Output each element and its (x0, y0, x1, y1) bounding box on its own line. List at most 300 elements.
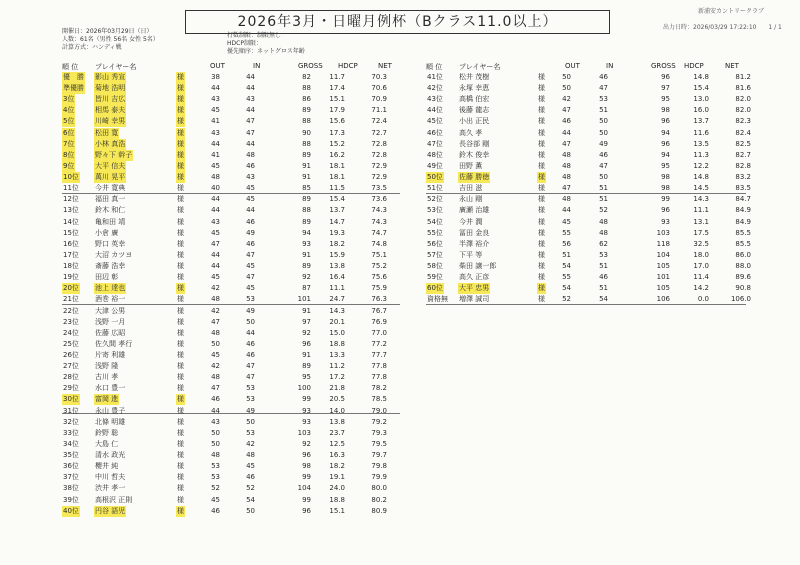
rank-cell: 37位 (63, 473, 79, 482)
gross-score: 94 (302, 228, 311, 237)
player-name: 後藤 龍志 (459, 106, 490, 115)
hdcp-value: 15.9 (329, 250, 345, 259)
player-name: 柴田 譲一郎 (459, 262, 497, 271)
calc-method: 計算方式：ハンディ戦 (62, 44, 122, 51)
in-score: 52 (599, 206, 608, 215)
honorific: 様 (538, 117, 545, 126)
rank-cell: 45位 (427, 117, 443, 126)
gross-score: 91 (302, 173, 311, 182)
hdcp-value: 14.2 (693, 284, 709, 293)
out-score: 41 (211, 150, 220, 159)
in-score: 45 (246, 462, 255, 471)
player-name: 中川 哲夫 (95, 473, 126, 482)
gross-score: 96 (661, 139, 670, 148)
honorific: 様 (177, 484, 184, 493)
player-name: 永山 剛 (459, 195, 483, 204)
gross-score: 103 (297, 428, 311, 437)
rank-cell: 31位 (63, 406, 79, 415)
net-score: 83.2 (735, 173, 751, 182)
table-row (62, 83, 400, 94)
out-score: 44 (562, 128, 571, 137)
table-row (62, 72, 400, 83)
out-score: 48 (562, 150, 571, 159)
out-score: 48 (562, 161, 571, 170)
net-score: 74.3 (371, 217, 387, 226)
net-score: 86.0 (735, 250, 751, 259)
rank-cell: 3位 (63, 95, 75, 104)
rank-cell: 58位 (427, 262, 443, 271)
in-score: 49 (599, 139, 608, 148)
honorific: 様 (177, 395, 184, 404)
gross-score: 105 (656, 284, 670, 293)
out-score: 45 (211, 106, 220, 115)
col-out: OUT (565, 62, 580, 70)
gross-score: 100 (297, 384, 311, 393)
hdcp-value: 24.7 (329, 295, 345, 304)
gross-score: 89 (302, 106, 311, 115)
event-date: 開催日：2026年03月29日（日） (62, 28, 153, 35)
hdcp-value: 11.1 (329, 284, 345, 293)
net-score: 77.8 (371, 373, 387, 382)
gross-score: 89 (302, 150, 311, 159)
honorific: 様 (177, 295, 184, 304)
honorific: 様 (177, 428, 184, 437)
in-score: 46 (599, 73, 608, 81)
hdcp-value: 13.0 (693, 95, 709, 104)
player-name: 長谷部 剛 (459, 139, 490, 148)
out-score: 45 (211, 495, 220, 504)
rank-cell: 28位 (63, 373, 79, 382)
gross-score: 96 (661, 206, 670, 215)
honorific: 様 (177, 128, 184, 137)
hdcp-value: 18.1 (329, 173, 345, 182)
out-score: 44 (211, 139, 220, 148)
out-score: 44 (211, 195, 220, 204)
net-score: 82.0 (735, 106, 751, 115)
net-score: 75.6 (371, 273, 387, 282)
honorific: 様 (538, 250, 545, 259)
player-name: 松井 茂樹 (459, 73, 490, 81)
gross-score: 99 (661, 195, 670, 204)
net-score: 81.2 (735, 73, 751, 81)
gross-score: 89 (302, 195, 311, 204)
page-title: 2026年3月・日曜月例杯（Bクラス11.0以上） (185, 10, 610, 34)
in-score: 50 (246, 317, 255, 326)
hdcp-value: 14.0 (329, 406, 345, 415)
gross-score: 98 (302, 462, 311, 471)
honorific: 様 (177, 273, 184, 282)
rank-cell: 22位 (63, 306, 79, 315)
col-name: プレイヤー名 (459, 63, 501, 71)
in-score: 44 (246, 328, 255, 337)
table-row (62, 150, 400, 161)
hdcp-value: 17.5 (693, 228, 709, 237)
in-score: 47 (599, 84, 608, 93)
gross-score: 98 (661, 173, 670, 182)
hdcp-value: 0.0 (697, 295, 709, 304)
gross-score: 99 (302, 395, 311, 404)
gross-score: 96 (302, 506, 311, 515)
in-score: 53 (599, 95, 608, 104)
honorific: 様 (177, 373, 184, 382)
honorific: 様 (177, 362, 184, 371)
rank-cell: 21位 (63, 295, 79, 304)
net-score: 81.6 (735, 84, 751, 93)
in-score: 51 (599, 284, 608, 293)
table-row (62, 417, 400, 428)
honorific: 様 (538, 228, 545, 237)
table-row (62, 250, 400, 261)
in-score: 47 (246, 128, 255, 137)
net-score: 74.7 (371, 228, 387, 237)
table-row (426, 150, 751, 161)
player-name: 円谷 語児 (95, 506, 126, 515)
rank-cell: 57位 (427, 250, 443, 259)
hdcp-value: 20.5 (329, 395, 345, 404)
rank-cell: 15位 (63, 228, 79, 237)
hdcp-value: 15.2 (329, 139, 345, 148)
in-score: 50 (246, 506, 255, 515)
player-name: 永山 豊子 (95, 406, 126, 415)
out-score: 44 (211, 206, 220, 215)
table-row (426, 261, 751, 272)
out-score: 43 (211, 417, 220, 426)
hdcp-value: 14.3 (693, 195, 709, 204)
out-score: 41 (211, 117, 220, 126)
in-score: 49 (246, 306, 255, 315)
table-row (426, 83, 751, 94)
rank-cell: 53位 (427, 206, 443, 215)
gross-score: 96 (302, 451, 311, 460)
honorific: 様 (177, 384, 184, 393)
player-name: 高橋 伯宏 (459, 95, 490, 104)
col-in: IN (253, 62, 261, 70)
club-name: 新浦安カントリークラブ (698, 8, 765, 15)
honorific: 様 (177, 184, 184, 193)
honorific: 様 (538, 273, 545, 282)
honorific: 様 (538, 73, 545, 81)
rank-cell: 34位 (63, 439, 79, 448)
hdcp-value: 19.3 (329, 228, 345, 237)
in-score: 53 (599, 250, 608, 259)
table-row (62, 394, 400, 405)
gross-score: 101 (656, 273, 670, 282)
rank-cell: 33位 (63, 428, 79, 437)
gross-score: 94 (661, 150, 670, 159)
in-score: 44 (246, 106, 255, 115)
net-score: 73.5 (371, 184, 387, 193)
honorific: 様 (177, 351, 184, 359)
in-score: 45 (246, 284, 255, 293)
hdcp-value: 13.1 (693, 217, 709, 226)
gross-score: 96 (302, 339, 311, 348)
out-score: 47 (562, 106, 571, 115)
rank-cell: 43位 (427, 95, 443, 104)
in-score: 47 (599, 161, 608, 170)
print-datetime (663, 22, 782, 31)
gross-score: 93 (302, 239, 311, 248)
table-row (426, 72, 751, 83)
table-row (62, 294, 400, 305)
player-name: 小出 正民 (459, 117, 490, 126)
player-name: 松田 寛 (95, 128, 119, 137)
rank-cell: 20位 (63, 284, 79, 293)
in-score: 51 (599, 195, 608, 204)
net-score: 82.4 (735, 128, 751, 137)
table-row (62, 161, 400, 172)
in-score: 53 (246, 384, 255, 393)
out-score: 48 (562, 195, 571, 204)
col-net: NET (378, 62, 392, 70)
rank-cell: 50位 (427, 173, 443, 182)
player-name: 廣瀬 治雄 (459, 206, 490, 215)
player-name: 佐藤 勝徳 (459, 173, 490, 182)
rank-cell: 17位 (63, 250, 79, 259)
player-name: 古川 孝 (95, 373, 119, 382)
out-score: 45 (211, 228, 220, 237)
honorific: 様 (177, 306, 184, 315)
honorific: 様 (177, 262, 184, 271)
player-name: 池上 達也 (95, 284, 126, 293)
net-score: 79.2 (371, 417, 387, 426)
net-score: 75.9 (371, 284, 387, 293)
col-out: OUT (210, 62, 225, 70)
net-score: 78.2 (371, 384, 387, 393)
honorific: 様 (177, 239, 184, 248)
net-score: 71.1 (371, 106, 387, 115)
table-row (62, 94, 400, 105)
in-score: 50 (599, 173, 608, 182)
out-score: 42 (211, 306, 220, 315)
player-name: 冨田 金良 (459, 228, 490, 237)
player-name: 今井 潤 (459, 217, 483, 226)
player-name: 鈴野 聡 (95, 428, 119, 437)
in-score: 49 (246, 406, 255, 415)
hdcp-value: 17.9 (329, 106, 345, 115)
rank-cell: 60位 (427, 284, 443, 293)
out-score: 44 (211, 250, 220, 259)
table-row (426, 94, 751, 105)
rank-cell: 55位 (427, 228, 443, 237)
gross-score: 99 (302, 495, 311, 504)
gross-score: 99 (302, 473, 311, 482)
table-row (62, 439, 400, 450)
honorific: 様 (538, 128, 545, 137)
net-score: 85.5 (735, 228, 751, 237)
table-row (426, 228, 751, 239)
hdcp-value: 17.4 (329, 84, 345, 93)
out-score: 44 (211, 262, 220, 271)
table-row (62, 317, 400, 328)
net-score: 72.9 (371, 161, 387, 170)
out-score: 54 (562, 262, 571, 271)
player-name: 相馬 泰夫 (95, 106, 126, 115)
hdcp-value: 16.4 (329, 273, 345, 282)
out-score: 40 (211, 184, 220, 193)
out-score: 53 (211, 462, 220, 471)
honorific: 様 (538, 161, 545, 170)
player-name: 田辺 彰 (95, 273, 119, 282)
honorific: 様 (177, 473, 184, 482)
table-row (426, 205, 751, 216)
player-name: 高久 正彦 (459, 273, 490, 282)
net-score: 70.3 (371, 73, 387, 81)
player-name: 亀和田 靖 (95, 217, 126, 226)
player-name: 大津 公男 (95, 306, 126, 315)
player-name: 影山 秀宣 (95, 73, 126, 81)
honorific: 様 (177, 117, 184, 126)
out-score: 51 (562, 250, 571, 259)
out-score: 47 (562, 184, 571, 193)
gross-score: 92 (302, 328, 311, 337)
hdcp-value: 14.5 (693, 184, 709, 193)
rank-cell: 35位 (63, 451, 79, 460)
player-name: 菊地 浩明 (95, 84, 126, 93)
gross-score: 104 (656, 250, 670, 259)
player-name: 水口 豊一 (95, 384, 126, 393)
rank-cell: 16位 (63, 239, 79, 248)
player-name: 斎藤 浩幸 (95, 262, 126, 271)
honorific: 様 (177, 106, 184, 115)
rank-cell: 優 勝 (63, 73, 84, 81)
honorific: 様 (538, 106, 545, 115)
hdcp-value: 18.8 (329, 495, 345, 504)
out-score: 47 (562, 139, 571, 148)
honorific: 様 (177, 495, 184, 504)
honorific: 様 (177, 206, 184, 215)
out-score: 44 (562, 206, 571, 215)
net-score: 90.8 (735, 284, 751, 293)
in-score: 52 (246, 484, 255, 493)
in-score: 45 (246, 184, 255, 193)
gross-score: 96 (661, 73, 670, 81)
rank-cell: 44位 (427, 106, 443, 115)
stroke-cap: 打数制限：制限無し (227, 32, 282, 39)
in-score: 47 (246, 362, 255, 371)
in-score: 46 (246, 239, 255, 248)
out-score: 48 (211, 295, 220, 304)
table-row (62, 217, 400, 228)
rank-cell: 26位 (63, 351, 79, 359)
honorific: 様 (177, 73, 184, 81)
rank-cell: 48位 (427, 150, 443, 159)
table-row (62, 450, 400, 461)
gross-score: 96 (661, 117, 670, 126)
rank-cell: 51位 (427, 184, 443, 193)
hdcp-value: 15.1 (329, 95, 345, 104)
table-row (426, 183, 751, 194)
player-name: 吉田 滋 (459, 184, 483, 193)
rank-cell: 5位 (63, 117, 75, 126)
out-score: 45 (211, 351, 220, 359)
hdcp-value: 11.2 (329, 362, 345, 371)
hdcp-value: 15.6 (329, 117, 345, 126)
hdcp-value: 18.2 (329, 462, 345, 471)
honorific: 様 (538, 239, 545, 248)
net-score: 84.9 (735, 217, 751, 226)
player-name: 野口 英幸 (95, 239, 126, 248)
out-score: 56 (562, 239, 571, 248)
hdcp-value: 13.7 (693, 117, 709, 126)
rank-cell: 59位 (427, 273, 443, 282)
net-score: 84.9 (735, 206, 751, 215)
rank-cell: 資格無 (427, 295, 448, 304)
out-score: 53 (211, 473, 220, 482)
in-score: 43 (246, 95, 255, 104)
net-score: 76.7 (371, 306, 387, 315)
gross-score: 91 (302, 306, 311, 315)
priority-order: 優先順序：ネットグロス年齢 (227, 48, 305, 55)
rank-cell: 11位 (63, 184, 79, 193)
out-score: 44 (211, 406, 220, 415)
hdcp-value: 13.8 (329, 417, 345, 426)
table-row (426, 128, 751, 139)
gross-score: 98 (661, 184, 670, 193)
net-score: 72.8 (371, 150, 387, 159)
out-score: 45 (211, 273, 220, 282)
hdcp-value: 11.6 (693, 128, 709, 137)
table-row (426, 239, 751, 250)
gross-score: 92 (302, 439, 311, 448)
player-name: 半澤 裕介 (459, 239, 490, 248)
player-name: 小林 真浩 (95, 139, 126, 148)
rank-cell: 49位 (427, 161, 443, 170)
hdcp-value: 14.8 (693, 73, 709, 81)
out-score: 48 (211, 173, 220, 182)
in-score: 43 (246, 173, 255, 182)
rank-cell: 14位 (63, 217, 79, 226)
in-score: 47 (246, 250, 255, 259)
print-label: 出力日時： (663, 24, 694, 31)
in-score: 53 (246, 395, 255, 404)
in-score: 49 (246, 228, 255, 237)
player-name: 浅野 一月 (95, 317, 126, 326)
rank-cell: 30位 (63, 395, 79, 404)
table-row (426, 272, 751, 283)
net-score: 76.3 (371, 295, 387, 304)
table-row (426, 294, 751, 305)
hdcp-value: 14.3 (329, 306, 345, 315)
in-score: 46 (246, 473, 255, 482)
honorific: 様 (538, 284, 545, 293)
honorific: 様 (177, 317, 184, 326)
in-score: 46 (246, 339, 255, 348)
honorific: 様 (177, 339, 184, 348)
hdcp-value: 16.3 (329, 451, 345, 460)
out-score: 46 (562, 117, 571, 126)
out-score: 52 (211, 484, 220, 493)
net-score: 80.2 (371, 495, 387, 504)
table-row (62, 339, 400, 350)
out-score: 50 (211, 428, 220, 437)
honorific: 様 (538, 206, 545, 215)
gross-score: 105 (656, 262, 670, 271)
hdcp-cap: HDCP制限： (227, 40, 262, 47)
rank-cell: 27位 (63, 362, 79, 371)
player-name: 富岡 進 (95, 395, 119, 404)
net-score: 83.5 (735, 184, 751, 193)
honorific: 様 (177, 228, 184, 237)
table-row (62, 461, 400, 472)
hdcp-value: 15.4 (693, 84, 709, 93)
hdcp-value: 17.0 (693, 262, 709, 271)
rank-cell: 6位 (63, 128, 75, 137)
table-row (62, 328, 400, 339)
out-score: 48 (211, 451, 220, 460)
rank-cell: 9位 (63, 161, 75, 170)
table-row (62, 495, 400, 506)
in-score: 51 (599, 106, 608, 115)
